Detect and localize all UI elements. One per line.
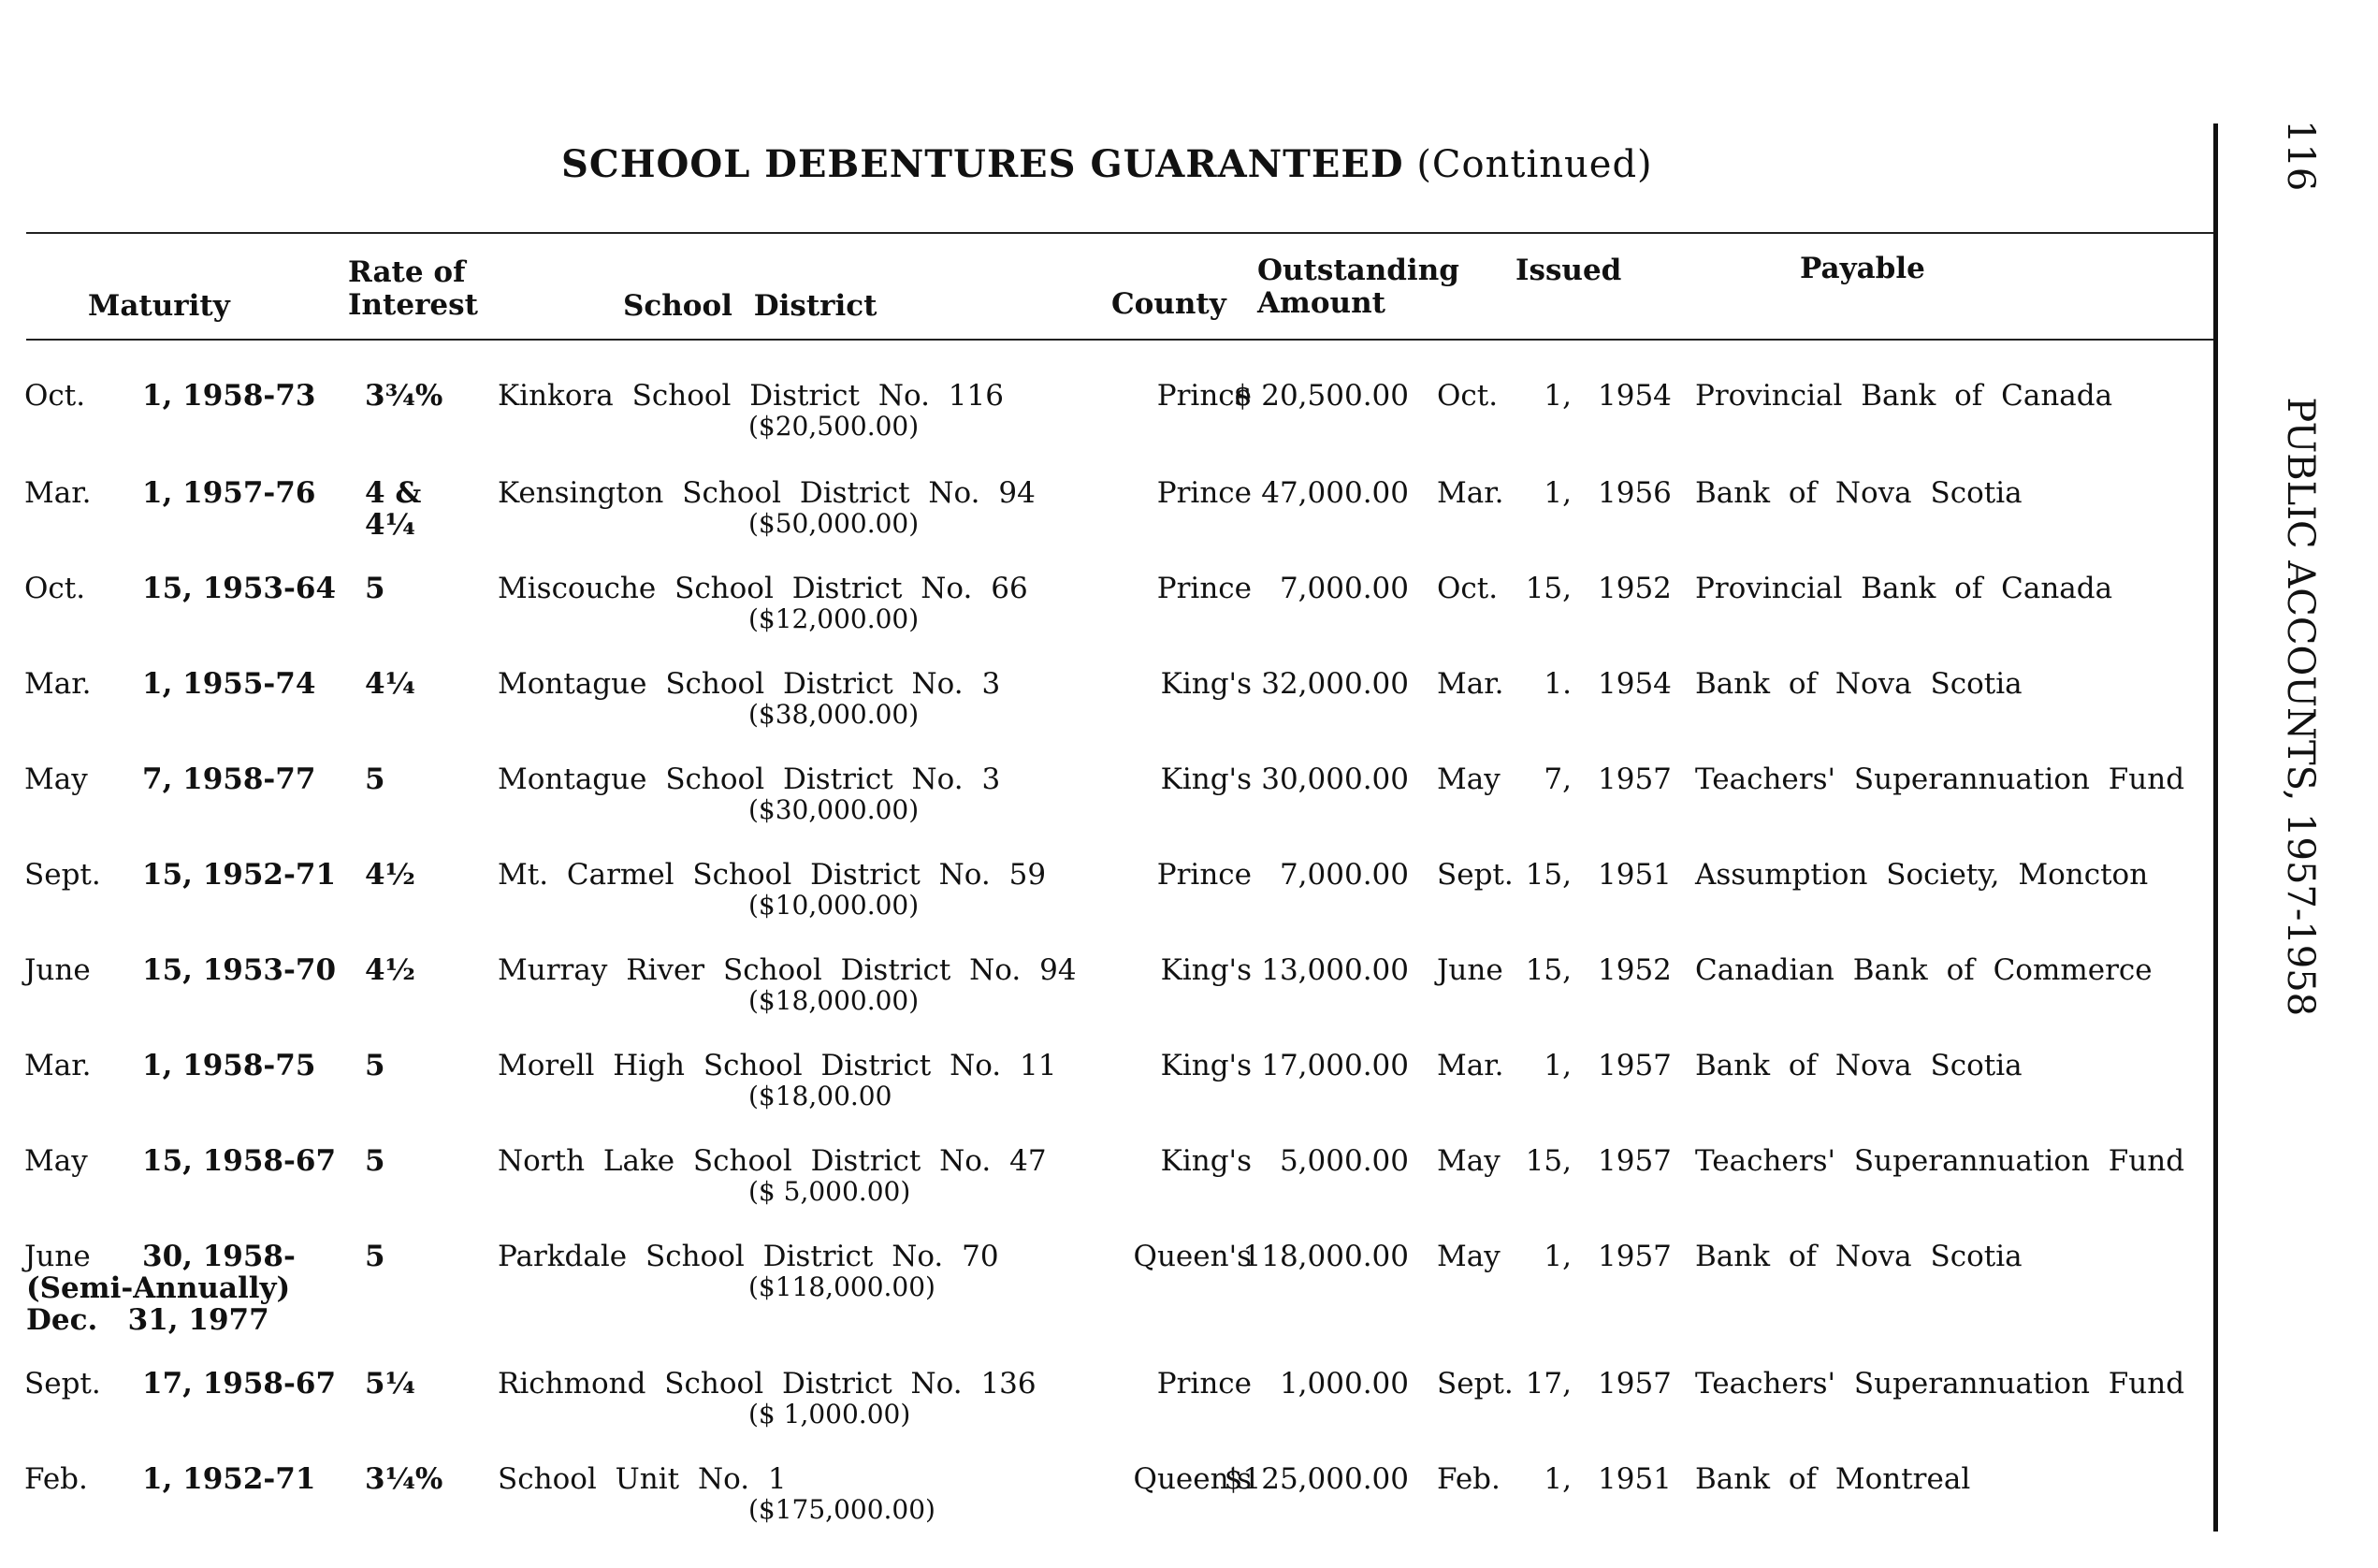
row-4-mat-d: 1, 1955-74 [142,667,316,701]
row-5-amount: 30,000.00 [1261,762,1409,796]
row-11-iss-d: 17, [1525,1367,1572,1401]
running-title: PUBLIC ACCOUNTS, 1957-1958 [2279,397,2322,1017]
row-8-county: King's [1160,1049,1252,1082]
row-6-mat-m: Sept. [24,858,101,892]
row-1-iss-m: Oct. [1437,379,1499,413]
row-2-payable: Bank of Nova Scotia [1695,476,2023,510]
row-11-iss-y: 1957 [1598,1367,1672,1401]
row-8-amount: 17,000.00 [1261,1049,1409,1082]
row-4-iss-d: 1. [1544,667,1572,701]
row-11-iss-m: Sept. [1437,1367,1514,1401]
row-6-iss-y: 1951 [1598,858,1672,892]
row-12-mat-m: Feb. [24,1462,88,1496]
row-5-iss-y: 1957 [1598,762,1672,796]
row-9-payable: Teachers' Superannuation Fund [1695,1144,2185,1178]
row-11-district: Richmond School District No. 136 [498,1367,1037,1401]
row-8-district: Morell High School District No. 11 [498,1049,1057,1082]
header-county: County [1111,287,1226,321]
row-12-original-amount: ($175,000.00) [748,1494,935,1525]
row-11-county: Prince [1156,1367,1252,1401]
row-10-maturity-end: Dec. 31, 1977 [26,1303,269,1337]
row-11-rate: 5¼ [365,1367,415,1401]
row-1-mat-d: 1, 1958-73 [142,379,316,413]
row-11-amount: 1,000.00 [1279,1367,1409,1401]
row-1-mat-m: Oct. [24,379,86,413]
row-8-original-amount: ($18,00.00 [748,1081,892,1111]
row-7-payable: Canadian Bank of Commerce [1695,953,2153,987]
row-7-iss-d: 15, [1525,953,1572,987]
page-edge-bar [2213,123,2218,1532]
row-5-mat-m: May [24,762,88,796]
row-7-original-amount: ($18,000.00) [748,985,920,1016]
row-5-iss-d: 7, [1544,762,1572,796]
row-1-rate: 3¾% [365,379,443,413]
row-7-mat-m: June [24,953,91,987]
row-7-amount: 13,000.00 [1261,953,1409,987]
header-bottom-rule [26,339,2213,341]
row-5-rate: 5 [365,762,385,796]
row-3-iss-d: 15, [1525,572,1572,605]
row-8-rate: 5 [365,1049,385,1082]
row-10-iss-y: 1957 [1598,1240,1672,1273]
row-8-mat-m: Mar. [24,1049,92,1082]
row-10-maturity-note: (Semi-Annually) [26,1271,291,1305]
row-4-payable: Bank of Nova Scotia [1695,667,2023,701]
row-4-county: King's [1160,667,1252,701]
row-2-mat-d: 1, 1957-76 [142,476,316,510]
row-5-district: Montague School District No. 3 [498,762,1001,796]
header-payable: Payable [1800,252,1925,285]
row-1-payable: Provincial Bank of Canada [1695,379,2113,413]
row-8-iss-m: Mar. [1437,1049,1504,1082]
row-1-original-amount: ($20,500.00) [748,411,920,442]
row-10-rate: 5 [365,1240,385,1273]
row-11-original-amount: ($ 1,000.00) [748,1399,911,1430]
row-10-original-amount: ($118,000.00) [748,1271,935,1302]
row-12-iss-d: 1, [1544,1462,1572,1496]
row-12-iss-y: 1951 [1598,1462,1672,1496]
row-4-iss-y: 1954 [1598,667,1672,701]
row-2-mat-m: Mar. [24,476,92,510]
row-9-county: King's [1160,1144,1252,1178]
row-12-payable: Bank of Montreal [1695,1462,1971,1496]
row-9-district: North Lake School District No. 47 [498,1144,1047,1178]
row-10-payable: Bank of Nova Scotia [1695,1240,2023,1273]
title-main: SCHOOL DEBENTURES GUARANTEED [561,142,1404,186]
row-3-rate: 5 [365,572,385,605]
row-3-county: Prince [1156,572,1252,605]
row-9-iss-d: 15, [1525,1144,1572,1178]
row-6-district: Mt. Carmel School District No. 59 [498,858,1047,892]
row-10-amount: 118,000.00 [1242,1240,1409,1273]
row-7-iss-m: June [1437,953,1503,987]
row-1-amount: $ 20,500.00 [1233,379,1409,413]
row-3-iss-m: Oct. [1437,572,1499,605]
row-10-county: Queen's [1133,1240,1252,1273]
row-6-amount: 7,000.00 [1279,858,1409,892]
row-12-amount: $125,000.00 [1224,1462,1409,1496]
row-6-iss-m: Sept. [1437,858,1514,892]
row-3-original-amount: ($12,000.00) [748,603,920,634]
row-12-district: School Unit No. 1 [498,1462,787,1496]
row-4-district: Montague School District No. 3 [498,667,1001,701]
row-9-mat-d: 15, 1958-67 [142,1144,337,1178]
row-5-payable: Teachers' Superannuation Fund [1695,762,2185,796]
row-2-rate-line2: 4¼ [365,508,415,542]
row-2-iss-m: Mar. [1437,476,1504,510]
row-9-original-amount: ($ 5,000.00) [748,1176,911,1207]
row-10-iss-m: May [1437,1240,1501,1273]
row-12-rate: 3¼% [365,1462,443,1496]
row-3-district: Miscouche School District No. 66 [498,572,1028,605]
row-12-iss-m: Feb. [1437,1462,1501,1496]
row-5-iss-m: May [1437,762,1501,796]
row-6-original-amount: ($10,000.00) [748,890,920,921]
header-rate: Rate of Interest [348,255,478,322]
row-8-iss-y: 1957 [1598,1049,1672,1082]
row-7-iss-y: 1952 [1598,953,1672,987]
row-5-county: King's [1160,762,1252,796]
page-number: 116 [2279,120,2322,192]
row-11-mat-d: 17, 1958-67 [142,1367,337,1401]
row-10-district: Parkdale School District No. 70 [498,1240,999,1273]
header-top-rule [26,232,2213,234]
row-6-iss-d: 15, [1525,858,1572,892]
row-6-rate: 4½ [365,858,415,892]
row-4-rate: 4¼ [365,667,415,701]
row-3-payable: Provincial Bank of Canada [1695,572,2113,605]
row-11-payable: Teachers' Superannuation Fund [1695,1367,2185,1401]
row-2-district: Kensington School District No. 94 [498,476,1036,510]
row-9-iss-m: May [1437,1144,1501,1178]
row-8-payable: Bank of Nova Scotia [1695,1049,2023,1082]
side-running-head [2279,120,2322,1016]
row-7-district: Murray River School District No. 94 [498,953,1077,987]
row-2-amount: 47,000.00 [1261,476,1409,510]
row-1-district: Kinkora School District No. 116 [498,379,1004,413]
row-3-mat-m: Oct. [24,572,86,605]
row-9-amount: 5,000.00 [1279,1144,1409,1178]
row-10-mat-d: 30, 1958- [142,1240,296,1273]
row-3-iss-y: 1952 [1598,572,1672,605]
row-5-original-amount: ($30,000.00) [748,794,920,825]
row-10-iss-d: 1, [1544,1240,1572,1273]
row-4-mat-m: Mar. [24,667,92,701]
header-outstanding: Outstanding Amount [1257,254,1459,320]
row-1-iss-d: 1, [1544,379,1572,413]
row-2-iss-y: 1956 [1598,476,1672,510]
row-4-amount: 32,000.00 [1261,667,1409,701]
row-9-iss-y: 1957 [1598,1144,1672,1178]
row-6-county: Prince [1156,858,1252,892]
row-6-mat-d: 15, 1952-71 [142,858,337,892]
row-9-rate: 5 [365,1144,385,1178]
row-11-mat-m: Sept. [24,1367,101,1401]
row-5-mat-d: 7, 1958-77 [142,762,316,796]
row-9-mat-m: May [24,1144,88,1178]
row-2-original-amount: ($50,000.00) [748,508,920,539]
row-12-county: Queen's [1133,1462,1252,1496]
row-6-payable: Assumption Society, Moncton [1695,858,2149,892]
row-3-mat-d: 15, 1953-64 [142,572,337,605]
row-7-rate: 4½ [365,953,415,987]
row-1-iss-y: 1954 [1598,379,1672,413]
row-8-iss-d: 1, [1544,1049,1572,1082]
row-7-county: King's [1160,953,1252,987]
row-4-iss-m: Mar. [1437,667,1504,701]
row-2-iss-d: 1, [1544,476,1572,510]
row-3-amount: 7,000.00 [1279,572,1409,605]
page-title [561,142,1653,186]
header-issued: Issued [1515,254,1622,287]
row-1-county: Prince [1156,379,1252,413]
row-2-county: Prince [1156,476,1252,510]
row-10-mat-m: June [24,1240,91,1273]
row-4-original-amount: ($38,000.00) [748,699,920,730]
row-8-mat-d: 1, 1958-75 [142,1049,316,1082]
header-maturity: Maturity [88,289,230,323]
row-2-rate: 4 & [365,476,422,510]
row-7-mat-d: 15, 1953-70 [142,953,337,987]
title-continued: (Continued) [1416,143,1653,186]
header-district: School District [623,289,877,323]
row-12-mat-d: 1, 1952-71 [142,1462,316,1496]
